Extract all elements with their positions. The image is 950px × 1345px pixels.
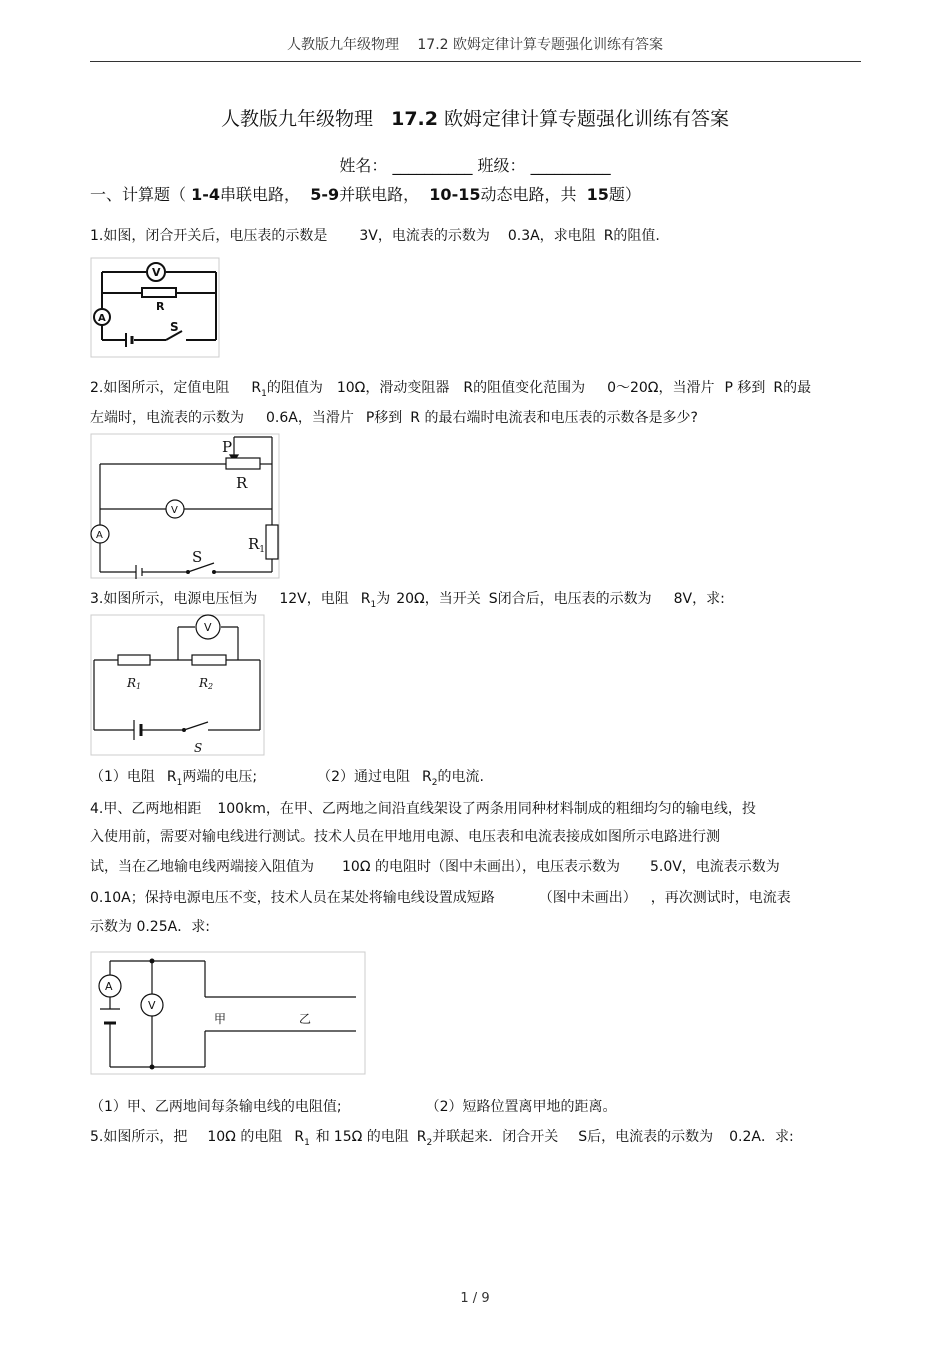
q3-part-2-sub: 2 bbox=[431, 777, 438, 788]
page-number: 1 / 9 bbox=[460, 1291, 490, 1306]
q5-text: S后，电流表的示数为 bbox=[578, 1129, 714, 1145]
fig3-voltmeter-label: V bbox=[204, 621, 212, 634]
figure-2-circuit bbox=[90, 433, 280, 579]
fig2-rheostat-label: R bbox=[236, 474, 248, 492]
q4-text: （图中未画出） bbox=[538, 890, 637, 906]
header-rule bbox=[90, 61, 861, 62]
q3-text: 3.如图所示，电源电压恒为 bbox=[90, 591, 258, 607]
svg-text:R1 bbox=[126, 676, 141, 691]
q4-text: 100km，在甲、乙两地之间沿直线架设了两条用同种材料制成的粗细均匀的输电线，投 bbox=[217, 801, 756, 817]
name-label: 姓名： bbox=[339, 156, 388, 175]
q2-text: 2.如图所示，定值电阻 bbox=[90, 380, 230, 396]
q2-text: R的阻值变化范围为 bbox=[463, 380, 586, 396]
q5-text: R bbox=[294, 1129, 305, 1145]
q3-part-1-sub: 1 bbox=[176, 777, 183, 788]
q1-text-b: 3V，电流表的示数为 bbox=[359, 228, 490, 244]
q3-text: 为 bbox=[376, 591, 391, 607]
q2-sub: 1 bbox=[261, 388, 267, 399]
class-blank: __________ bbox=[530, 156, 611, 175]
fig3-r1-sub: 1 bbox=[136, 682, 142, 691]
question-4-line-1 bbox=[90, 798, 756, 818]
figure-1-circuit bbox=[90, 257, 220, 358]
fig1-voltmeter-label: V bbox=[152, 266, 161, 279]
title-part-2: 17.2 bbox=[391, 108, 438, 130]
section-range-4: 15 bbox=[586, 185, 609, 204]
running-header: 人教版九年级物理 17.2 欧姆定律计算专题强化训练有答案 bbox=[286, 37, 664, 53]
q5-sub: 1 bbox=[304, 1137, 310, 1148]
q2-text: R 的最右端时电流表和电压表的示数各是多少? bbox=[410, 410, 698, 426]
section-heading bbox=[90, 182, 641, 205]
q5-text: 和 bbox=[315, 1129, 330, 1145]
q4-text: 5.0V，电流表示数为 bbox=[649, 859, 780, 875]
section-text-4: 题） bbox=[608, 185, 641, 204]
fig4-location-b: 乙 bbox=[299, 1012, 312, 1026]
fig3-r2-label: R bbox=[199, 676, 209, 690]
fig3-switch-label: S bbox=[194, 741, 203, 755]
q5-text: 15Ω 的电阻 bbox=[333, 1129, 409, 1145]
q1-text-d: R的阻值. bbox=[603, 228, 660, 244]
question-2-line-1 bbox=[90, 377, 811, 399]
q5-text: 0.2A．求: bbox=[729, 1129, 794, 1145]
q3-sub: 1 bbox=[370, 599, 377, 610]
q4-text: 4.甲、乙两地相距 bbox=[90, 801, 202, 817]
question-4-line-5: 示数为 0.25A．求: bbox=[90, 919, 210, 935]
q3-text: 12V，电阻 bbox=[279, 591, 349, 607]
q3-part-1: R bbox=[166, 769, 177, 785]
question-3 bbox=[90, 588, 725, 610]
question-4-line-2: 入使用前，需要对输电线进行测试。技术人员在甲地用电源、电压表和电流表接成如图所示电路进行测 bbox=[90, 829, 720, 845]
fig4-location-a: 甲 bbox=[214, 1012, 227, 1026]
q2-text: R的最 bbox=[773, 380, 812, 396]
q3-text: 20Ω，当开关 bbox=[396, 591, 481, 607]
section-text-3: 动态电路，共 bbox=[480, 185, 577, 204]
q3-text: S闭合后，电压表的示数为 bbox=[488, 591, 652, 607]
fig1-ammeter-label: A bbox=[98, 313, 106, 324]
fig2-slider-label: P bbox=[222, 438, 233, 456]
question-4-line-3 bbox=[90, 856, 780, 876]
q4-part-1: （1）甲、乙两地间每条输电线的电阻值; bbox=[90, 1099, 342, 1115]
section-text-1: 串联电路， bbox=[220, 185, 301, 204]
q2-text: 0～20Ω，当滑片 bbox=[607, 380, 715, 396]
name-blank: __________ bbox=[392, 156, 473, 175]
title-part-3: 欧姆定律计算专题强化训练有答案 bbox=[444, 108, 730, 130]
fig2-resistor-label: R bbox=[248, 535, 260, 553]
q2-text: 左端时，电流表的示数为 bbox=[90, 410, 244, 426]
question-5 bbox=[90, 1126, 794, 1148]
q5-text: 5.如图所示，把 bbox=[90, 1129, 188, 1145]
fig2-resistor-sub: 1 bbox=[259, 545, 266, 555]
section-range-1: 1-4 bbox=[191, 185, 221, 204]
question-2-line-2 bbox=[90, 407, 698, 427]
section-text-2: 并联电路， bbox=[339, 185, 420, 204]
q2-text: R bbox=[251, 380, 262, 396]
q5-sub: 2 bbox=[426, 1137, 433, 1148]
q3-part-1: （1）电阻 bbox=[90, 769, 155, 785]
question-4-line-4 bbox=[90, 887, 791, 907]
q4-text: 试，当在乙地输电线两端接入阻值为 bbox=[90, 859, 314, 875]
q4-text: 0.10A；保持电源电压不变，技术人员在某处将输电线设置成短路 bbox=[90, 890, 495, 906]
figure-3-circuit bbox=[90, 614, 265, 756]
question-4-parts bbox=[90, 1096, 617, 1116]
fig2-voltmeter-label: V bbox=[171, 505, 178, 516]
class-label: 班级： bbox=[477, 156, 526, 175]
fig1-switch-label: S bbox=[170, 320, 179, 334]
q3-part-2: （2）通过电阻 bbox=[317, 769, 411, 785]
svg-text:R1 bbox=[248, 535, 265, 555]
fig1-resistor-label: R bbox=[156, 300, 165, 313]
question-1 bbox=[90, 225, 660, 245]
q5-text: 10Ω 的电阻 bbox=[207, 1129, 283, 1145]
section-range-3: 10-15 bbox=[429, 185, 481, 204]
q4-text: ，再次测试时，电流表 bbox=[650, 890, 791, 906]
figure-4-circuit bbox=[90, 951, 366, 1075]
fig3-r2-sub: 2 bbox=[208, 682, 214, 691]
q4-text: 10Ω 的电阻时（图中未画出），电压表示数为 bbox=[342, 859, 620, 875]
q3-text: 8V，求: bbox=[673, 591, 725, 607]
q3-part-2: 的电流. bbox=[437, 769, 484, 785]
q3-part-1: 两端的电压; bbox=[182, 769, 258, 785]
q5-text: R bbox=[416, 1129, 427, 1145]
q4-part-2: （2）短路位置离甲地的距离。 bbox=[425, 1099, 617, 1115]
fig2-ammeter-label: A bbox=[96, 530, 103, 541]
q2-text: 10Ω，滑动变阻器 bbox=[336, 380, 450, 396]
q5-text: 并联起来．闭合开关 bbox=[432, 1129, 559, 1145]
q2-text: 的阻值为 bbox=[266, 380, 323, 396]
document-title bbox=[0, 104, 950, 131]
section-prefix: 一、计算题（ bbox=[90, 185, 187, 204]
question-3-parts bbox=[90, 766, 484, 788]
q3-part-2: R bbox=[422, 769, 432, 785]
q1-text-a: 1.如图，闭合开关后，电压表的示数是 bbox=[90, 228, 328, 244]
section-range-2: 5-9 bbox=[310, 185, 340, 204]
title-part-1: 人教版九年级物理 bbox=[220, 108, 373, 130]
fig3-r1-label: R bbox=[127, 676, 137, 690]
q3-text: R bbox=[360, 591, 371, 607]
fig2-switch-label: S bbox=[192, 548, 203, 566]
q2-text: P移到 bbox=[365, 410, 403, 426]
fig4-ammeter-label: A bbox=[105, 980, 113, 993]
q2-text: P 移到 bbox=[724, 380, 766, 396]
q2-text: 0.6A，当滑片 bbox=[266, 410, 354, 426]
svg-text:R2 bbox=[198, 676, 213, 691]
student-info-line bbox=[0, 153, 950, 176]
q1-text-c: 0.3A，求电阻 bbox=[507, 228, 596, 244]
fig4-voltmeter-label: V bbox=[148, 999, 156, 1012]
